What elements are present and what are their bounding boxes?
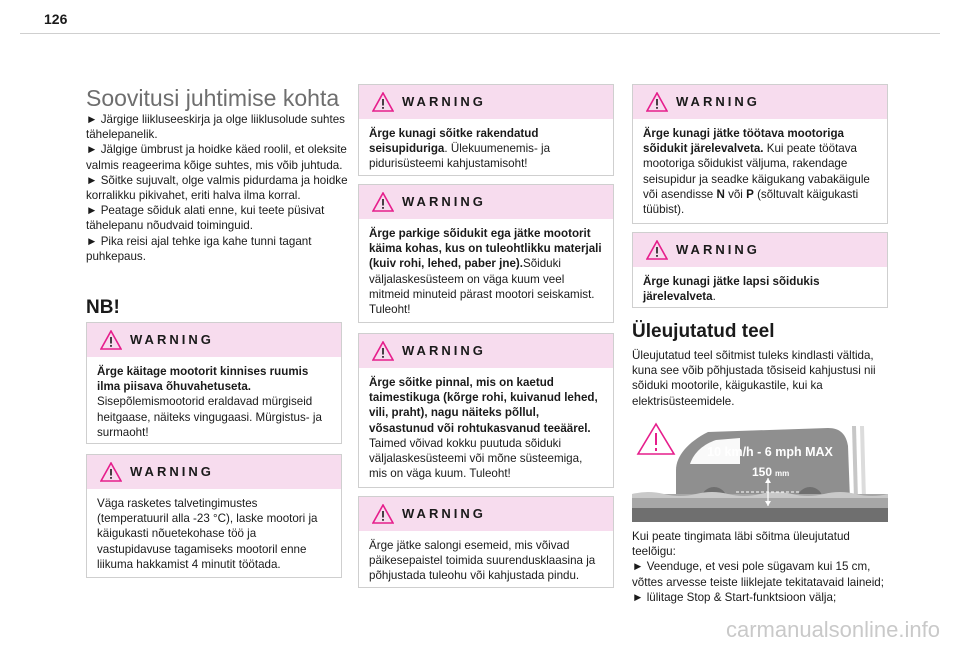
tip-4: ► Peatage sõiduk alati enne, kui teete püsivat tähelepanu nõudvaid toiminguid.: [86, 204, 325, 233]
speed-limit-label: 10 km/h - 6 mph MAX: [707, 445, 833, 459]
warning-text: Taimed võivad kokku puutuda sõiduki väljalaskesüsteemi või mõne süsteemiga, mis on väga kuum. Tuleoht!: [369, 436, 583, 481]
warning-triangle-icon: [100, 330, 122, 350]
tip-2: ► Jälgige ümbrust ja hoidke käed roolil, et oleksite valmis reageerima kõige suhtes, mis võib juhtuda.: [86, 143, 347, 172]
warning-header: [633, 85, 887, 119]
depth-value: 150: [751, 465, 772, 479]
instruction-2: ► lülitage Stop & Start-funktsioon välja;: [632, 590, 837, 604]
warning-header: [87, 323, 341, 357]
gear-p: P: [746, 187, 754, 201]
warning-box-8: [632, 232, 888, 308]
warning-header: [359, 334, 613, 368]
nb-title: NB!: [86, 297, 120, 318]
warning-header: [359, 185, 613, 219]
watermark: carmanualsonline.info: [725, 617, 940, 642]
warning-box-5: [358, 333, 614, 488]
warning-text: . Ülekuumenemis- ja pidurisüsteemi kahjustamisoht!: [369, 142, 551, 171]
warning-label: WARNING: [402, 506, 486, 521]
warning-text: Sisepõlemismootorid eraldavad mürgiseid heitgaase, näiteks vingugaasi. Mürgistus- ja surmaoht!: [97, 395, 322, 439]
warning-label: WARNING: [402, 194, 486, 209]
page-number: 126: [44, 11, 68, 27]
warning-box-3: [358, 84, 614, 176]
warning-label: WARNING: [130, 332, 214, 347]
warning-bold: Ärge sõitke pinnal, mis on kaetud taimestikuga (kõrge rohi, kuivanud lehed, vili, praht), nagu näiteks põllul, võsastunud või rohtukasvanud teeäärel.: [369, 376, 598, 435]
warning-text: Sõiduki väljalaskesüsteem on väga kuum veel mitmeid minuteid pärast mootori seiskamist. Tuleoht!: [369, 257, 595, 317]
warning-text: Ärge jätke salongi esemeid, mis võivad päikesepaistel toimida suurendusklaasina ja põhjustada tuleohu või kahjustada pindu.: [369, 539, 596, 583]
warning-text: Väga rasketes talvetingimustes (temperatuuril alla -23 °C), laske mootori ja käigukasti nõuetekohase töö ja vastupidavuse tagamiseks mootoril enne liikuma hakkamist 4 minutit töötada.: [97, 497, 318, 571]
warning-label: WARNING: [130, 464, 214, 479]
flood-figure: [632, 420, 888, 522]
header-divider: [20, 33, 940, 34]
instructions-intro: Kui peate tingimata läbi sõitma üleujutatud teelõigu:: [632, 530, 850, 559]
warning-box-6: [358, 496, 614, 588]
warning-bold: Ärge parkige sõidukit ega jätke mootorit käima kohas, kus on tuleohtlikku materjali (kuiv rohi, lehed, paber jne).: [369, 227, 602, 271]
tip-5: ► Pika reisi ajal tehke iga kahe tunni tagant puhkepaus.: [86, 234, 312, 263]
warning-box-1: [86, 322, 342, 444]
warning-label: WARNING: [402, 343, 486, 358]
warning-triangle-icon: [638, 424, 674, 454]
tip-1: ► Järgige liikluseeskirja ja olge liiklusolude suhtes tähelepanelik.: [86, 113, 345, 142]
warning-box-7: [632, 84, 888, 224]
warning-text: .: [712, 290, 716, 304]
warning-header: [359, 497, 613, 531]
warning-triangle-icon: [372, 504, 394, 524]
warning-text: (sõltuvalt käigukasti tüübist).: [643, 187, 859, 217]
warning-header: [87, 455, 341, 489]
instruction-1: ► Veenduge, et vesi pole sügavam kui 15 cm, võttes arvesse teiste liiklejate tekitatavaid laineid;: [632, 560, 884, 589]
warning-label: WARNING: [676, 242, 760, 257]
warning-triangle-icon: [100, 462, 122, 482]
driving-tips: [86, 112, 348, 264]
warning-triangle-icon: [372, 92, 394, 112]
tip-3: ► Sõitke sujuvalt, olge valmis pidurdama ja hoidke korralikku pikivahet, eriti halva ilma korral.: [86, 173, 348, 203]
warning-bold: Ärge kunagi jätke töötava mootoriga sõidukit järelevalveta.: [643, 127, 844, 156]
warning-box-2: [86, 454, 342, 578]
gear-n: N: [716, 187, 725, 201]
section-title: Soovitusi juhtimise kohta: [86, 85, 340, 111]
flood-instructions: [632, 529, 888, 605]
warning-text: või: [724, 187, 747, 201]
warning-triangle-icon: [646, 240, 668, 260]
warning-header: [633, 233, 887, 267]
warning-box-4: [358, 184, 614, 323]
warning-bold: Ärge käitage mootorit kinnises ruumis ilma piisava õhuvahetuseta.: [97, 365, 309, 394]
warning-header: [359, 85, 613, 119]
warning-bold: Ärge kunagi sõitke rakendatud seisupiduriga: [369, 127, 539, 156]
warning-text: Kui peate töötava mootoriga sõidukist väljuma, rakendage seisupidur ja seadke käigukang vabakäigule või asendisse: [643, 142, 870, 201]
warning-label: WARNING: [402, 94, 486, 109]
warning-triangle-icon: [372, 341, 394, 361]
flooded-road-illustration: [632, 420, 888, 522]
warning-label: WARNING: [676, 94, 760, 109]
warning-triangle-icon: [646, 92, 668, 112]
flood-intro: Üleujutatud teel sõitmist tuleks kindlasti vältida, kuna see võib põhjustada tõsiseid kahjustusi nii sõiduki mootorile, käigukastile, kui ka elektrisüsteemidele.: [632, 349, 876, 408]
flood-title: Üleujutatud teel: [632, 321, 775, 342]
warning-triangle-icon: [372, 192, 394, 212]
warning-bold: Ärge kunagi jätke lapsi sõidukis järelevalveta: [643, 275, 820, 304]
water-surface: [632, 492, 888, 522]
depth-unit: mm: [775, 469, 790, 478]
